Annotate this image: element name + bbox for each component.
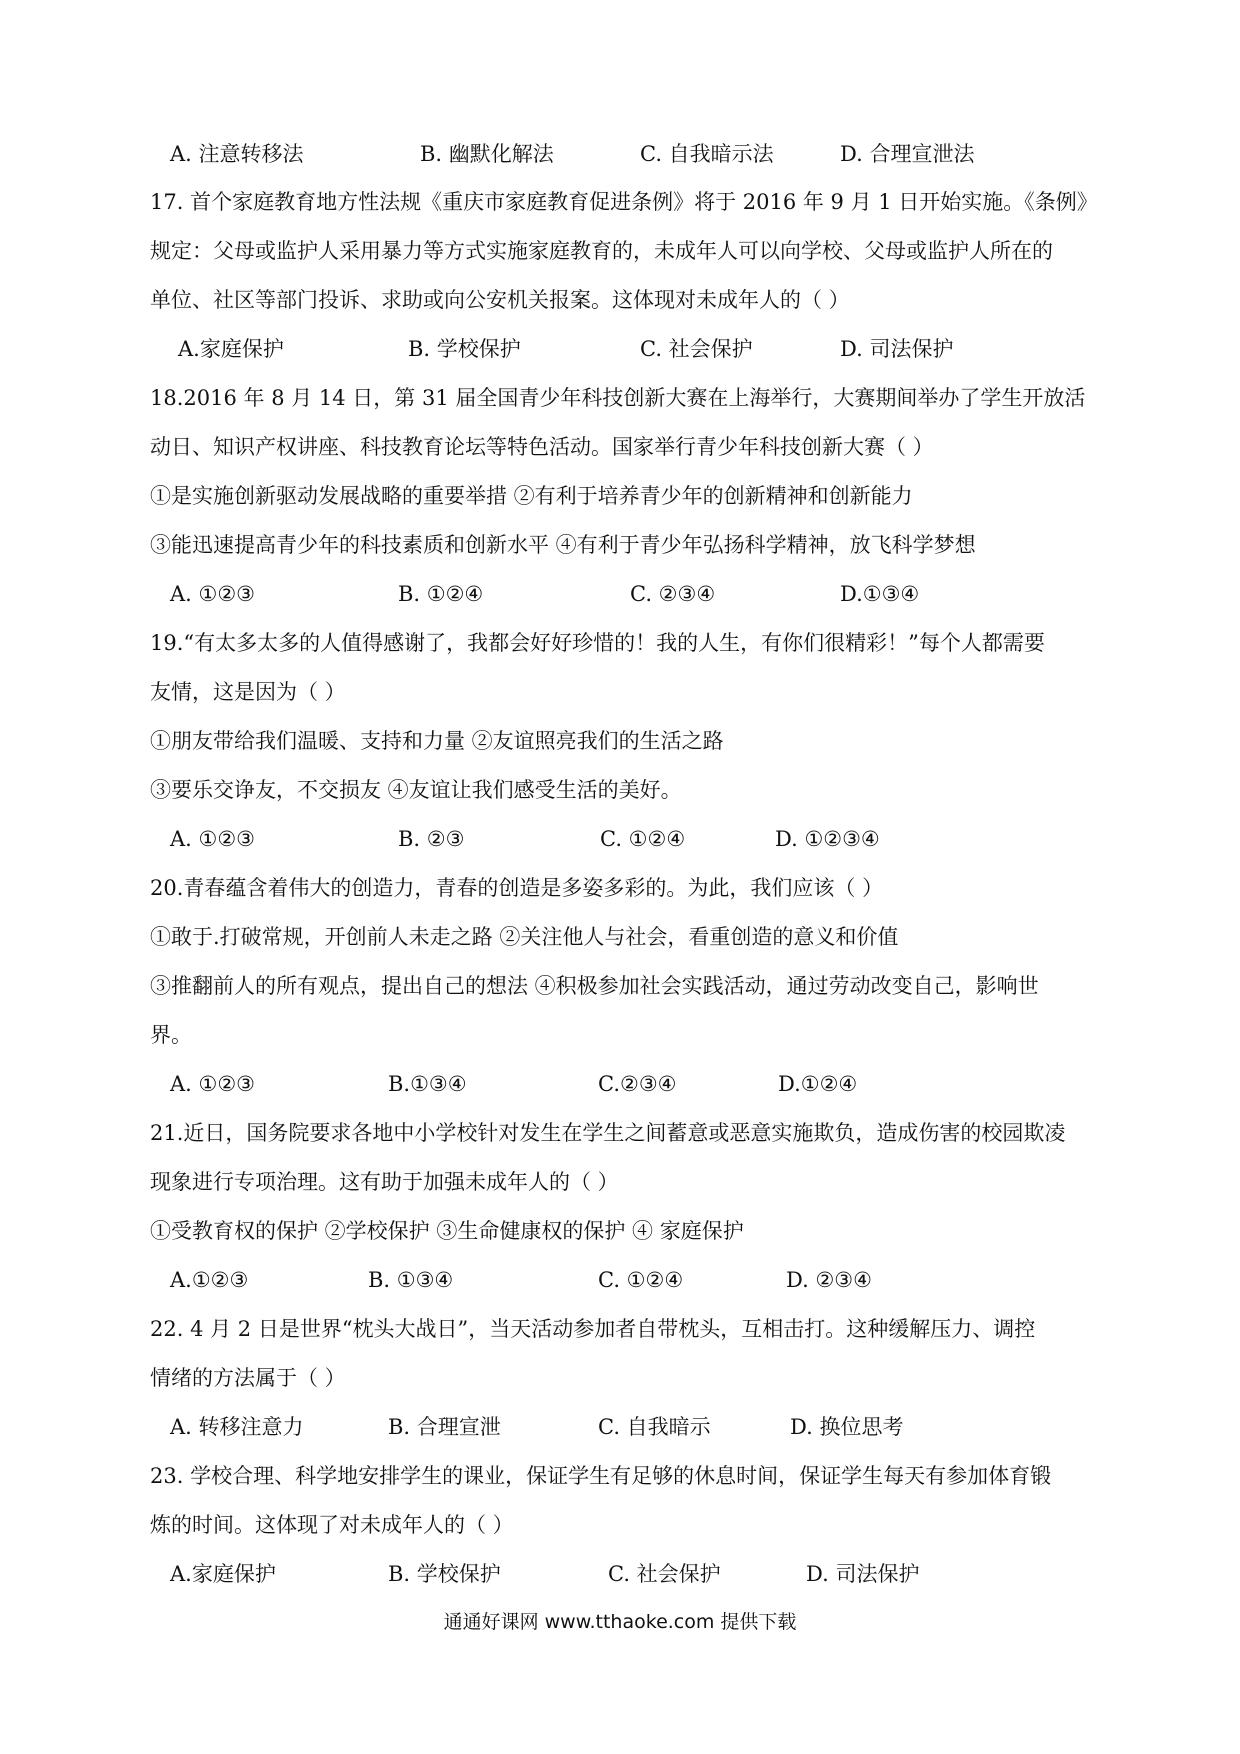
q16-option-b: B. 幽默化解法 [420, 142, 554, 166]
q16-option-a: A. 注意转移法 [170, 142, 304, 166]
q22-stem-line-2: 情绪的方法属于（ ） [150, 1366, 346, 1390]
q21-stem-line-2: 现象进行专项治理。这有助于加强未成年人的（ ） [150, 1170, 619, 1194]
q21-option-a: A.①②③ [170, 1268, 249, 1292]
q23-option-d: D. 司法保护 [806, 1562, 920, 1586]
q18-option-a: A. ①②③ [170, 582, 255, 606]
q19-stem-line-2: 友情，这是因为（ ） [150, 680, 346, 704]
q17-option-b: B. 学校保护 [408, 337, 521, 361]
q17-option-a: A.家庭保护 [178, 337, 284, 361]
q20-statement-line-3: 界。 [150, 1023, 192, 1047]
q23-stem-line-1: 23. 学校合理、科学地安排学生的课业，保证学生有足够的休息时间，保证学生每天有参加体育锻 [150, 1464, 1052, 1488]
q20-option-b: B.①③④ [388, 1072, 467, 1096]
q19-option-b: B. ②③ [398, 827, 465, 851]
q21-stem-line-1: 21.近日，国务院要求各地中小学校针对发生在学生之间蓄意或恶意实施欺负，造成伤害的校园欺凌 [150, 1121, 1066, 1145]
q17-stem-line-1: 17. 首个家庭教育地方性法规《重庆市家庭教育促进条例》将于 2016 年 9 月 1 日开始实施。《条例》 [150, 190, 1098, 214]
q17-option-d: D. 司法保护 [840, 337, 954, 361]
q23-option-b: B. 学校保护 [388, 1562, 501, 1586]
q20-option-a: A. ①②③ [170, 1072, 255, 1096]
q18-stem-line-2: 动日、知识产权讲座、科技教育论坛等特色活动。国家举行青少年科技创新大赛（ ） [150, 435, 934, 459]
q20-statement-line-1: ①敢于.打破常规，开创前人未走之路 ②关注他人与社会，看重创造的意义和价值 [150, 925, 899, 949]
q17-option-c: C. 社会保护 [640, 337, 753, 361]
q19-option-a: A. ①②③ [170, 827, 255, 851]
q17-stem-line-3: 单位、社区等部门投诉、求助或向公安机关报案。这体现对未成年人的（ ） [150, 288, 850, 312]
q20-statement-line-2: ③推翻前人的所有观点，提出自己的想法 ④积极参加社会实践活动，通过劳动改变自己，影响世 [150, 974, 1039, 998]
q22-option-a: A. 转移注意力 [170, 1415, 304, 1439]
q21-statement-line-1: ①受教育权的保护 ②学校保护 ③生命健康权的保护 ④ 家庭保护 [150, 1219, 744, 1243]
q19-stem-line-1: 19.“有太多太多的人值得感谢了，我都会好好珍惜的！我的人生，有你们很精彩！”每个人都需要 [150, 631, 1045, 655]
q22-stem-line-1: 22. 4 月 2 日是世界“枕头大战日”，当天活动参加者自带枕头，互相击打。这种缓解压力、调控 [150, 1317, 1036, 1341]
q18-statement-line-2: ③能迅速提高青少年的科技素质和创新水平 ④有利于青少年弘扬科学精神，放飞科学梦想 [150, 533, 976, 557]
q18-stem-line-1: 18.2016 年 8 月 14 日，第 31 届全国青少年科技创新大赛在上海举行，大赛期间举办了学生开放活 [150, 386, 1086, 410]
q22-option-c: C. 自我暗示 [598, 1415, 711, 1439]
q23-stem-line-2: 炼的时间。这体现了对未成年人的（ ） [150, 1513, 514, 1537]
q17-stem-line-2: 规定：父母或监护人采用暴力等方式实施家庭教育的，未成年人可以向学校、父母或监护人所在的 [150, 239, 1053, 263]
q19-option-d: D. ①②③④ [775, 827, 880, 851]
q22-option-d: D. 换位思考 [790, 1415, 904, 1439]
q16-option-c: C. 自我暗示法 [640, 142, 774, 166]
q21-option-d: D. ②③④ [786, 1268, 872, 1292]
q19-option-c: C. ①②④ [600, 827, 686, 851]
q18-option-c: C. ②③④ [630, 582, 716, 606]
page-footer: 通通好课网 www.tthaoke.com 提供下载 [443, 1611, 797, 1633]
q23-option-c: C. 社会保护 [608, 1562, 721, 1586]
q16-option-d: D. 合理宣泄法 [840, 142, 975, 166]
q19-statement-line-2: ③要乐交诤友，不交损友 ④友谊让我们感受生活的美好。 [150, 778, 682, 802]
q19-statement-line-1: ①朋友带给我们温暖、支持和力量 ②友谊照亮我们的生活之路 [150, 729, 724, 753]
q18-option-b: B. ①②④ [398, 582, 484, 606]
q21-option-b: B. ①③④ [368, 1268, 454, 1292]
q21-option-c: C. ①②④ [598, 1268, 684, 1292]
q18-option-d: D.①③④ [840, 582, 920, 606]
q20-option-c: C.②③④ [598, 1072, 677, 1096]
q22-option-b: B. 合理宣泄 [388, 1415, 501, 1439]
q20-stem-line-1: 20.青春蕴含着伟大的创造力，青春的创造是多姿多彩的。为此，我们应该（ ） [150, 876, 884, 900]
q18-statement-line-1: ①是实施创新驱动发展战略的重要举措 ②有利于培养青少年的创新精神和创新能力 [150, 484, 913, 508]
q20-option-d: D.①②④ [778, 1072, 858, 1096]
q23-option-a: A.家庭保护 [170, 1562, 276, 1586]
